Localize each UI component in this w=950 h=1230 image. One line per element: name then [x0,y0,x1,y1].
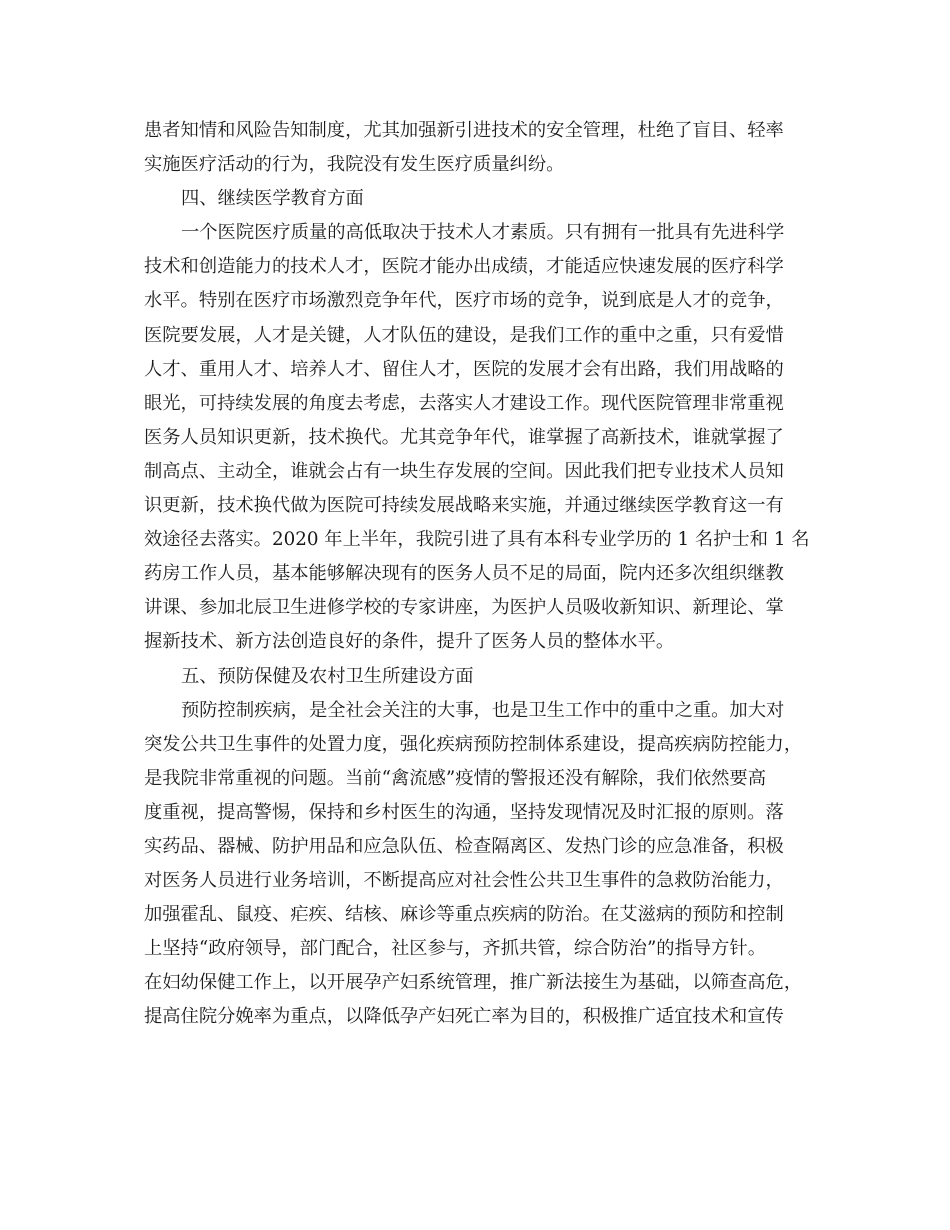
body-text-line: 握新技术、新方法创造良好的条件，提升了医务人员的整体水平。 [144,631,675,653]
body-text-line: 医务人员知识更新，技术换代。尤其竞争年代，谁掌握了高新技术，谁就掌握了 [144,426,784,448]
body-text-line: 人才、重用人才、培养人才、留住人才，医院的发展才会有出路，我们用战略的 [144,358,784,380]
body-text-line: 一个医院医疗质量的高低取决于技术人才素质。只有拥有一批具有先进科学 [181,222,785,244]
body-text-line: 识更新，技术换代做为医院可持续发展战略来实施，并通过继续医学教育这一有 [144,495,784,517]
body-text-line: 实药品、器械、防护用品和应急队伍、检查隔离区、发热门诊的应急准备，积极 [144,835,784,857]
body-text-line: 在妇幼保健工作上，以开展孕产妇系统管理，推广新法接生为基础，以筛查高危， [144,972,803,994]
body-text-line: 度重视，提高警惕，保持和乡村医生的沟通，坚持发现情况及时汇报的原则。落 [144,801,784,823]
body-text-line: 效途径去落实。2020 年上半年，我院引进了具有本科专业学历的 1 名护士和 1 名 [144,529,810,551]
body-text-line: 眼光，可持续发展的角度去考虑，去落实人才建设工作。现代医院管理非常重视 [144,392,784,414]
body-text-line: 医院要发展，人才是关键，人才队伍的建设，是我们工作的重中之重，只有爱惜 [144,324,784,346]
body-text-line: 突发公共卫生事件的处置力度，强化疾病预防控制体系建设，提高疾病防控能力， [144,733,803,755]
document-body [144,114,810,1035]
body-text-line: 对医务人员进行业务培训，不断提高应对社会性公共卫生事件的急救防治能力， [144,870,784,892]
body-text-line: 讲课、参加北辰卫生进修学校的专家讲座，为医护人员吸收新知识、新理论、掌 [144,597,784,619]
body-text-line: 制高点、主动全，谁就会占有一块生存发展的空间。因此我们把专业技术人员知 [144,460,784,482]
body-text-line: 技术和创造能力的技术人才，医院才能办出成绩，才能适应快速发展的医疗科学 [144,256,784,278]
body-text-line: 药房工作人员，基本能够解决现有的医务人员不足的局面，院内还多次组织继教 [144,563,784,585]
body-text-line: 患者知情和风险告知制度，尤其加强新引进技术的安全管理，杜绝了盲目、轻率 [144,120,784,141]
body-text-line: 加强霍乱、鼠疫、疟疾、结核、麻诊等重点疾病的防治。在艾滋病的预防和控制 [144,904,784,926]
section-heading: 五、预防保健及农村卫生所建设方面 [181,665,474,687]
body-text-line: 提高住院分娩率为重点，以降低孕产妇死亡率为目的，积极推广适宜技术和宣传 [144,1006,784,1028]
body-text-line: 实施医疗活动的行为，我院没有发生医疗质量纠纷。 [144,154,565,176]
body-text-line: 是我院非常重视的问题。当前“禽流感”疫情的警报还没有解除，我们依然要高 [144,767,766,789]
body-text-line: 上坚持“政府领导，部门配合，社区参与，齐抓共管，综合防治”的指导方针。 [144,938,766,960]
body-text-line: 预防控制疾病，是全社会关注的大事，也是卫生工作中的重中之重。加大对 [181,699,785,721]
body-text-line: 水平。特别在医疗市场激烈竞争年代，医疗市场的竞争，说到底是人才的竞争， [144,290,784,312]
section-heading: 四、继续医学教育方面 [181,188,364,210]
